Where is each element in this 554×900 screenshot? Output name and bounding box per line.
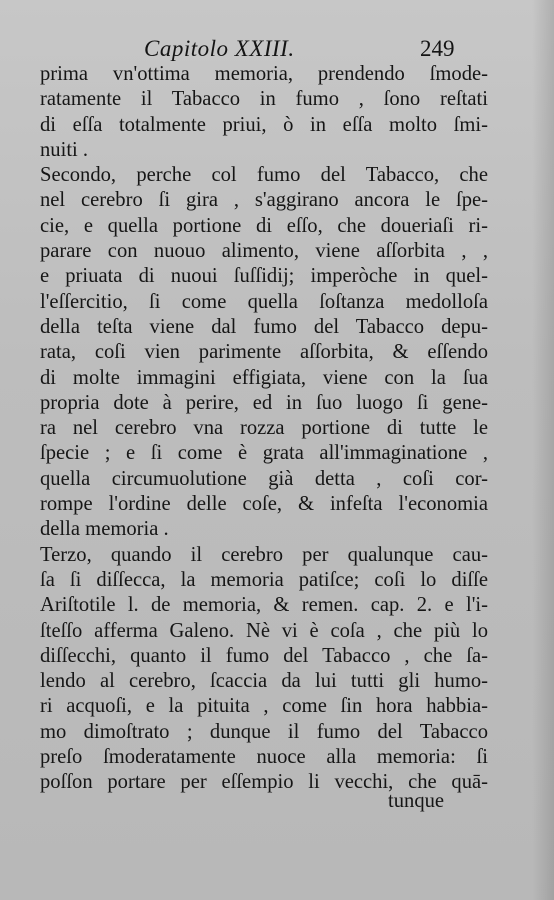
text-line: e priuata di nuoui ſuſſidij; imperòche in quel- bbox=[40, 265, 488, 288]
body-text bbox=[40, 62, 488, 796]
text-line: di molte immagini effigiata, viene con la ſua bbox=[40, 366, 488, 389]
text-line: Ariſtotile l. de memoria, & remen. cap. 2. e l'i- bbox=[40, 594, 488, 617]
text-line: nel cerebro ſi gira , s'aggirano ancora le ſpe- bbox=[40, 189, 488, 212]
running-head: Capitolo XXIII. bbox=[144, 36, 295, 61]
text-line: della teſta viene dal fumo del Tabacco depu- bbox=[40, 315, 488, 338]
text-line: ri acquoſi, e la pituita , come ſin hora habbia- bbox=[40, 695, 488, 718]
text-line: diſſecchi, quanto il fumo del Tabacco , che ſa- bbox=[40, 644, 488, 667]
text-line: prima vn'ottima memoria, prendendo ſmode- bbox=[40, 63, 488, 85]
text-line: ra nel cerebro vna rozza portione di tutte le bbox=[40, 417, 488, 440]
catchword: tunque bbox=[388, 790, 445, 812]
text-line: lendo al cerebro, ſcaccia da lui tutti gli humo- bbox=[40, 670, 488, 693]
text-line: rata, coſi vien parimente aſſorbita, & eſſendo bbox=[40, 341, 488, 364]
text-line: cie, e quella portione di eſſo, che doueriaſi ri- bbox=[40, 214, 488, 237]
text-line: Terzo, quando il cerebro per qualunque cau- bbox=[40, 543, 488, 566]
text-line: rompe l'ordine delle coſe, & infeſta l'economia bbox=[40, 493, 488, 516]
text-line: Secondo, perche col fumo del Tabacco, che bbox=[40, 164, 488, 187]
text-line: ſa ſi diſſecca, la memoria patiſce; coſi lo diſſe bbox=[40, 568, 488, 591]
text-line: nuiti . bbox=[40, 138, 89, 161]
text-line: l'eſſercitio, ſi come quella ſoſtanza medolloſa bbox=[40, 290, 488, 313]
text-line: parare con nuouo alimento, viene aſſorbita , , bbox=[40, 240, 488, 263]
text-line: ſteſſo afferma Galeno. Nè vi è coſa , che più lo bbox=[40, 619, 488, 642]
text-line: ſpecie ; e ſi come è grata all'immaginatione , bbox=[40, 442, 488, 465]
page-number: 249 bbox=[420, 36, 455, 61]
catchword-row bbox=[0, 790, 554, 820]
text-line: ratamente il Tabacco in fumo , ſono reſtati bbox=[40, 88, 488, 111]
page-edge-shadow bbox=[532, 0, 554, 900]
text-line: quella circumuolutione già detta , coſi cor- bbox=[40, 467, 488, 490]
text-line: propria dote à perire, ed in ſuo luogo ſi gene- bbox=[40, 391, 488, 414]
text-line: di eſſa totalmente priui, ò in eſſa molto ſmi- bbox=[40, 113, 488, 136]
text-line: preſo ſmoderatamente nuoce alla memoria: ſi bbox=[40, 746, 488, 769]
text-line: della memoria . bbox=[40, 518, 169, 541]
text-line: poſſon portare per eſſempio li vecchi, che quā- bbox=[40, 771, 488, 794]
text-line: mo dimoſtrato ; dunque il fumo del Tabacco bbox=[40, 720, 488, 743]
